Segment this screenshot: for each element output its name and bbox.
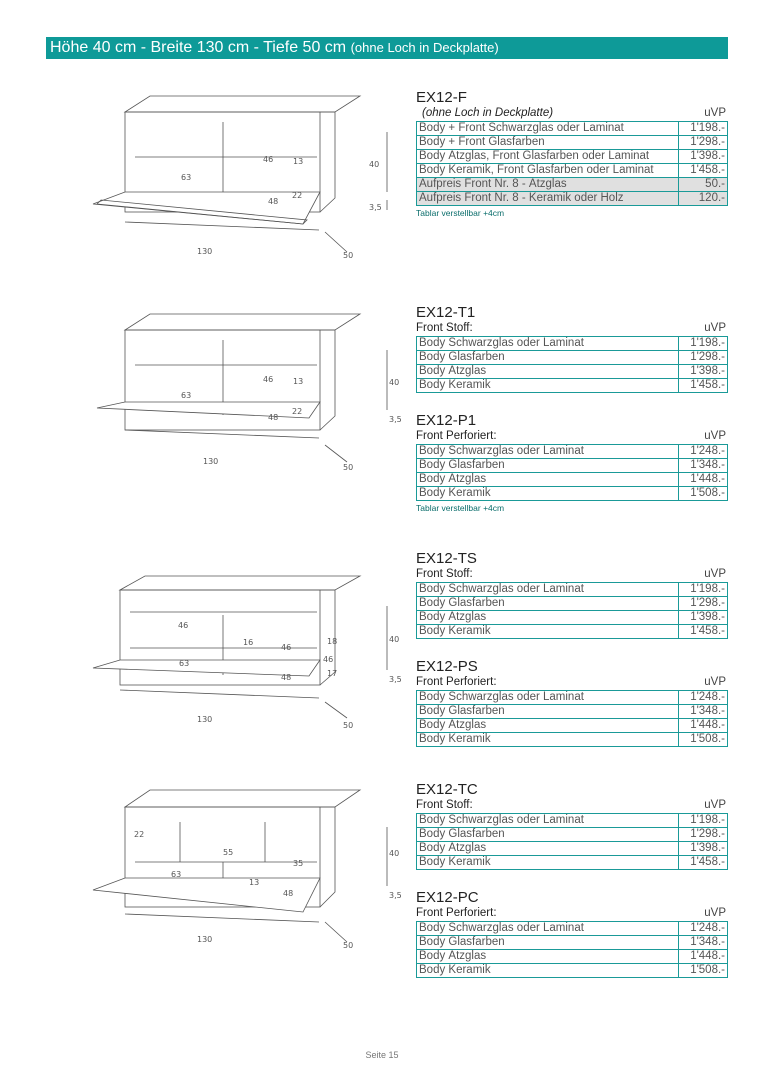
table-row: [417, 122, 728, 136]
dim-foot: 3,5: [369, 203, 382, 212]
row-label: Aufpreis Front Nr. 8 - Keramik oder Holz: [417, 192, 679, 206]
row-label: Body Keramik: [417, 733, 679, 747]
table-row: [417, 445, 728, 459]
dim-height: 40: [369, 160, 380, 169]
dim-a: 46: [263, 375, 274, 384]
table-row: [417, 337, 728, 351]
price-table: [416, 813, 728, 870]
uvp-label: uVP: [704, 430, 726, 442]
row-price: 1'458.-: [679, 625, 728, 639]
row-label: Body Glasfarben: [417, 705, 679, 719]
row-label: Body + Front Schwarzglas oder Laminat: [417, 122, 679, 136]
dim-b: 13: [293, 157, 304, 166]
table-row: [417, 379, 728, 393]
table-row: [417, 583, 728, 597]
dim-e: 48: [283, 889, 294, 898]
table-row: [417, 459, 728, 473]
price-table: [416, 690, 728, 747]
table-row: [417, 950, 728, 964]
block-subtitle-row: [416, 568, 728, 582]
furniture-drawing-ex12-ts: [85, 570, 405, 750]
dim-b: 55: [223, 848, 234, 857]
dim-foot: 3,5: [389, 675, 402, 684]
table-row: [417, 192, 728, 206]
dim-foot: 3,5: [389, 415, 402, 424]
header-title: Höhe 40 cm - Breite 130 cm - Tiefe 50 cm: [50, 39, 347, 56]
dim-depth: 50: [343, 941, 354, 950]
price-table: [416, 444, 728, 501]
row-price: 1'398.-: [679, 365, 728, 379]
row-price: 1'198.-: [679, 337, 728, 351]
row-price: 1'348.-: [679, 705, 728, 719]
furniture-drawing-ex12-tc: [85, 782, 405, 962]
row-price: 1'458.-: [679, 856, 728, 870]
table-row: [417, 922, 728, 936]
uvp-label: uVP: [704, 107, 726, 119]
uvp-label: uVP: [704, 568, 726, 580]
uvp-label: uVP: [704, 322, 726, 334]
block-title: EX12-TC: [416, 781, 478, 798]
table-row: [417, 365, 728, 379]
dim-e: 48: [268, 197, 279, 206]
dim-height: 40: [389, 849, 400, 858]
dim-g: 22: [292, 191, 303, 200]
block-ex12-p1: [416, 411, 728, 513]
table-row: [417, 625, 728, 639]
table-row: [417, 150, 728, 164]
block-ex12-pc: [416, 888, 728, 978]
block-ex12-tc: [416, 780, 728, 870]
block-ex12-ps: [416, 657, 728, 747]
row-price: 1'448.-: [679, 719, 728, 733]
dim-depth: 50: [343, 251, 354, 260]
row-label: Aufpreis Front Nr. 8 - Ätzglas: [417, 178, 679, 192]
row-price: 1'298.-: [679, 351, 728, 365]
table-row: [417, 487, 728, 501]
dim-width: 130: [197, 247, 213, 256]
table-row: [417, 178, 728, 192]
block-subtitle: Front Stoff:: [416, 322, 473, 334]
row-label: Body Glasfarben: [417, 351, 679, 365]
row-label: Body Keramik, Front Glasfarben oder Laminat: [417, 164, 679, 178]
dim-b: 13: [293, 377, 304, 386]
row-label: Body Ätzglas: [417, 611, 679, 625]
dim-width: 130: [197, 935, 213, 944]
price-table: [416, 121, 728, 206]
table-row: [417, 164, 728, 178]
table-row: [417, 351, 728, 365]
dim-g: 35: [293, 859, 304, 868]
dim-e: 48: [268, 413, 279, 422]
table-row: [417, 611, 728, 625]
table-row: [417, 964, 728, 978]
row-label: Body Schwarzglas oder Laminat: [417, 583, 679, 597]
uvp-label: uVP: [704, 676, 726, 688]
uvp-label: uVP: [704, 907, 726, 919]
row-price: 1'198.-: [679, 814, 728, 828]
block-subtitle-row: [416, 430, 728, 444]
block-subtitle: Front Perforiert:: [416, 430, 497, 442]
row-price: 1'198.-: [679, 583, 728, 597]
row-label: Body Schwarzglas oder Laminat: [417, 445, 679, 459]
block-subtitle: Front Perforiert:: [416, 907, 497, 919]
block-ex12-f: [416, 88, 728, 218]
block-subtitle: Front Stoff:: [416, 799, 473, 811]
row-price: 1'458.-: [679, 164, 728, 178]
price-table: [416, 336, 728, 393]
row-label: Body Keramik: [417, 625, 679, 639]
table-row: [417, 936, 728, 950]
dim-c: 63: [171, 870, 182, 879]
dim-a: 46: [263, 155, 274, 164]
row-price: 1'398.-: [679, 611, 728, 625]
dim-j: 18: [327, 637, 338, 646]
row-label: Body Glasfarben: [417, 828, 679, 842]
block-title: EX12-TS: [416, 550, 477, 567]
uvp-label: uVP: [704, 799, 726, 811]
dim-a: 22: [134, 830, 145, 839]
price-table: [416, 582, 728, 639]
block-ex12-ts: [416, 549, 728, 639]
row-price: 1'458.-: [679, 379, 728, 393]
block-title: EX12-F: [416, 89, 467, 106]
dim-g: 22: [292, 407, 303, 416]
dim-a: 46: [178, 621, 189, 630]
block-subtitle-row: [416, 907, 728, 921]
row-price: 1'398.-: [679, 842, 728, 856]
row-price: 1'508.-: [679, 964, 728, 978]
table-row: [417, 691, 728, 705]
row-price: 1'508.-: [679, 733, 728, 747]
page-number: Seite 15: [365, 1050, 399, 1060]
table-row: [417, 733, 728, 747]
row-label: Body Glasfarben: [417, 936, 679, 950]
block-title: EX12-P1: [416, 412, 477, 429]
row-label: Body Keramik: [417, 964, 679, 978]
dim-k: 46: [323, 655, 334, 664]
row-price: 1'348.-: [679, 459, 728, 473]
row-label: Body Keramik: [417, 379, 679, 393]
row-price: 1'298.-: [679, 597, 728, 611]
row-label: Body Glasfarben: [417, 597, 679, 611]
row-price: 1'198.-: [679, 122, 728, 136]
table-row: [417, 473, 728, 487]
header-subtitle: (ohne Loch in Deckplatte): [350, 40, 499, 55]
block-subtitle-row: [416, 322, 728, 336]
table-row: [417, 814, 728, 828]
block-subtitle-row: [416, 107, 728, 121]
row-label: Body Keramik: [417, 856, 679, 870]
row-label: Body Ätzglas: [417, 950, 679, 964]
dim-e: 48: [281, 673, 292, 682]
dim-depth: 50: [343, 721, 354, 730]
table-row: [417, 828, 728, 842]
row-price: 1'298.-: [679, 828, 728, 842]
row-label: Body Ätzglas: [417, 719, 679, 733]
block-subtitle-row: [416, 799, 728, 813]
row-label: Body Ätzglas: [417, 842, 679, 856]
row-price: 1'248.-: [679, 445, 728, 459]
block-ex12-t1: [416, 303, 728, 393]
dim-b: 16: [243, 638, 254, 647]
row-price: 1'248.-: [679, 691, 728, 705]
row-price: 1'398.-: [679, 150, 728, 164]
dim-i: 46: [281, 643, 292, 652]
row-price: 1'348.-: [679, 936, 728, 950]
block-subtitle: Front Perforiert:: [416, 676, 497, 688]
row-label: Body Schwarzglas oder Laminat: [417, 814, 679, 828]
row-label: Body Ätzglas, Front Glasfarben oder Laminat: [417, 150, 679, 164]
row-label: Body Ätzglas: [417, 365, 679, 379]
table-row: [417, 719, 728, 733]
table-row: [417, 842, 728, 856]
furniture-drawing-ex12-f: [85, 92, 405, 272]
dim-i: 13: [249, 878, 260, 887]
block-note: Tablar verstellbar +4cm: [416, 208, 505, 218]
block-title: EX12-PS: [416, 658, 478, 675]
row-price: 1'448.-: [679, 950, 728, 964]
block-title: EX12-PC: [416, 889, 479, 906]
page-header: [46, 37, 728, 59]
table-row: [417, 705, 728, 719]
block-subtitle-row: [416, 676, 728, 690]
row-label: Body Ätzglas: [417, 473, 679, 487]
dim-c: 63: [179, 659, 190, 668]
row-price: 1'298.-: [679, 136, 728, 150]
block-subtitle: Front Stoff:: [416, 568, 473, 580]
row-price: 50.-: [679, 178, 728, 192]
table-row: [417, 856, 728, 870]
row-label: Body Schwarzglas oder Laminat: [417, 337, 679, 351]
row-price: 120.-: [679, 192, 728, 206]
dim-width: 130: [197, 715, 213, 724]
dim-width: 130: [203, 457, 219, 466]
row-label: Body Schwarzglas oder Laminat: [417, 922, 679, 936]
dim-c: 63: [181, 391, 192, 400]
table-row: [417, 597, 728, 611]
dim-height: 40: [389, 378, 400, 387]
price-table: [416, 921, 728, 978]
dim-c: 63: [181, 173, 192, 182]
row-price: 1'248.-: [679, 922, 728, 936]
row-label: Body Keramik: [417, 487, 679, 501]
block-title: EX12-T1: [416, 304, 476, 321]
row-label: Body Glasfarben: [417, 459, 679, 473]
dim-foot: 3,5: [389, 891, 402, 900]
table-row: [417, 136, 728, 150]
block-note: Tablar verstellbar +4cm: [416, 503, 505, 513]
row-label: Body Schwarzglas oder Laminat: [417, 691, 679, 705]
dim-height: 40: [389, 635, 400, 644]
row-label: Body + Front Glasfarben: [417, 136, 679, 150]
block-subtitle: (ohne Loch in Deckplatte): [422, 107, 554, 119]
row-price: 1'508.-: [679, 487, 728, 501]
dim-g: 17: [327, 669, 338, 678]
dim-depth: 50: [343, 463, 354, 472]
row-price: 1'448.-: [679, 473, 728, 487]
furniture-drawing-ex12-t1: [85, 310, 405, 490]
